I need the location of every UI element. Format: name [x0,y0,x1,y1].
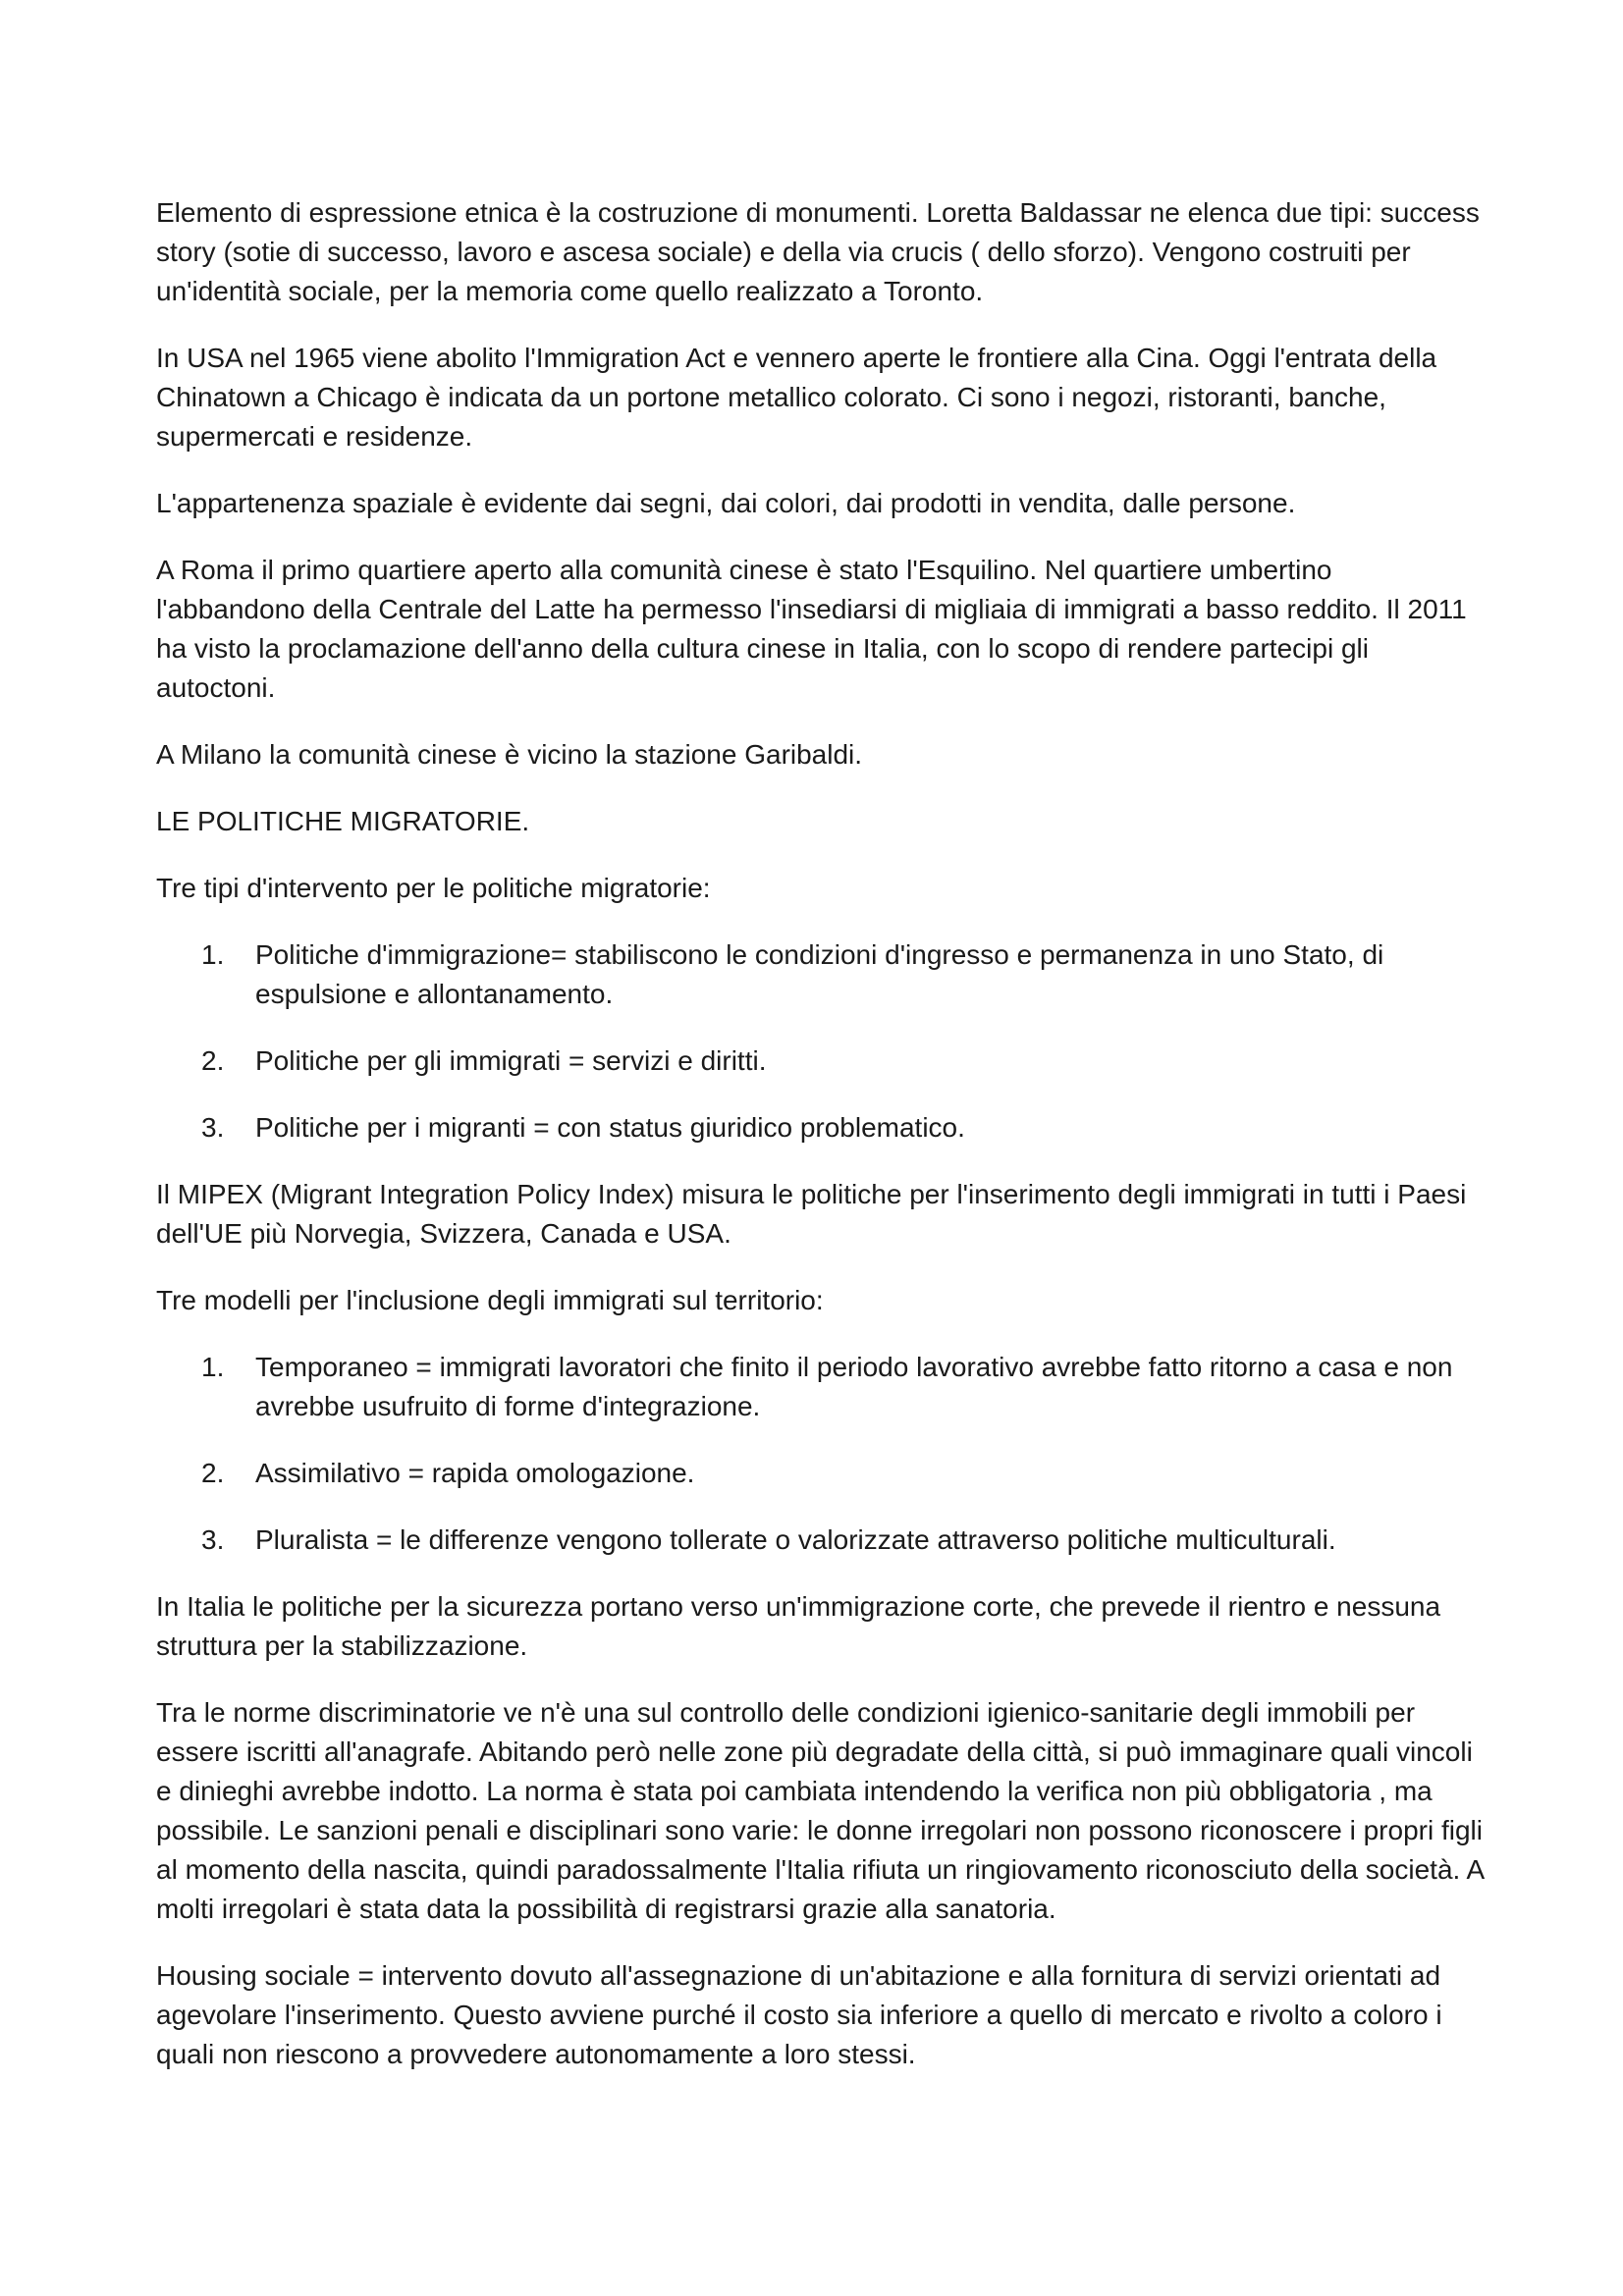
list-item-text: Pluralista = le differenze vengono tollerate o valorizzate attraverso politiche multiculturali. [255,1524,1336,1555]
list-item-number: 1. [201,939,225,970]
paragraph-housing-sociale: Housing sociale = intervento dovuto all'assegnazione di un'abitazione e alla fornitura di servizi orientati ad agevolare l'inserimento. Questo avviene purché il costo sia inferiore a quello di mercato e rivolto a coloro i quali non riescono a provvedere autonomamente a loro stessi. [156,1960,1442,2069]
list-item [156,1041,1484,1081]
paragraph-norme-discriminatorie: Tra le norme discriminatorie ve n'è una sul controllo delle condizioni igienico-sanitarie degli immobili per essere iscritti all'anagrafe. Abitando però nelle zone più degradate della città, si può immaginare quali vincoli e dinieghi avrebbe indotto. La norma è stata poi cambiata intendendo la verifica non più obbligatoria , ma possibile. Le sanzioni penali e disciplinari sono varie: le donne irregolari non possono riconoscere i propri figli al momento della nascita, quindi paradossalmente l'Italia rifiuta un ringiovamento riconosciuto della società. A molti irregolari è stata data la possibilità di registrarsi grazie alla sanatoria. [156,1697,1484,1924]
list-modelli [156,1348,1484,1560]
paragraph-roma-esquilino: A Roma il primo quartiere aperto alla comunità cinese è stato l'Esquilino. Nel quartiere umbertino l'abbandono della Centrale del Latte ha permesso l'insediarsi di migliaia di immigrati a basso reddito. Il 2011 ha visto la proclamazione dell'anno della cultura cinese in Italia, con lo scopo di rendere partecipi gli autoctoni. [156,555,1467,703]
paragraph-usa-chinatown: In USA nel 1965 viene abolito l'Immigration Act e vennero aperte le frontiere alla Cina. Oggi l'entrata della Chinatown a Chicago è indicata da un portone metallico colorato. Ci sono i negozi, ristoranti, banche, supermercati e residenze. [156,343,1437,452]
list-interventi [156,935,1484,1148]
list-item [156,1348,1484,1426]
list-item-number: 3. [201,1112,225,1143]
list-item-number: 2. [201,1458,225,1488]
list-item-number: 1. [201,1352,225,1382]
list-item-number: 2. [201,1045,225,1076]
section-heading: LE POLITICHE MIGRATORIE. [156,806,530,836]
paragraph-appartenenza: L'appartenenza spaziale è evidente dai segni, dai colori, dai prodotti in vendita, dalle persone. [156,488,1296,518]
intro-interventi: Tre tipi d'intervento per le politiche migratorie: [156,873,711,903]
paragraph-monumenti: Elemento di espressione etnica è la costruzione di monumenti. Loretta Baldassar ne elenca due tipi: success story (sotie di successo, lavoro e ascesa sociale) e della via crucis ( dello sforzo). Vengono costruiti per un'identità sociale, per la memoria come quello realizzato a Toronto. [156,197,1480,306]
list-item-text: Politiche per i migranti = con status giuridico problematico. [255,1112,965,1143]
list-item-number: 3. [201,1524,225,1555]
paragraph-mipex: Il MIPEX (Migrant Integration Policy Index) misura le politiche per l'inserimento degli immigrati in tutti i Paesi dell'UE più Norvegia, Svizzera, Canada e USA. [156,1179,1467,1249]
paragraph-milano: A Milano la comunità cinese è vicino la stazione Garibaldi. [156,739,863,770]
list-item-text: Temporaneo = immigrati lavoratori che finito il periodo lavorativo avrebbe fatto ritorno a casa e non avrebbe usufruito di forme d'integrazione. [255,1352,1453,1421]
document-body [156,193,1484,2102]
list-item-text: Politiche per gli immigrati = servizi e diritti. [255,1045,767,1076]
paragraph-sicurezza: In Italia le politiche per la sicurezza portano verso un'immigrazione corte, che prevede il rientro e nessuna struttura per la stabilizzazione. [156,1591,1441,1661]
list-item-text: Politiche d'immigrazione= stabiliscono le condizioni d'ingresso e permanenza in uno Stato, di espulsione e allontanamento. [255,939,1384,1009]
list-item [156,1454,1484,1493]
list-item-text: Assimilativo = rapida omologazione. [255,1458,695,1488]
intro-modelli: Tre modelli per l'inclusione degli immigrati sul territorio: [156,1285,824,1315]
list-item [156,935,1484,1014]
list-item [156,1521,1484,1560]
list-item [156,1108,1484,1148]
